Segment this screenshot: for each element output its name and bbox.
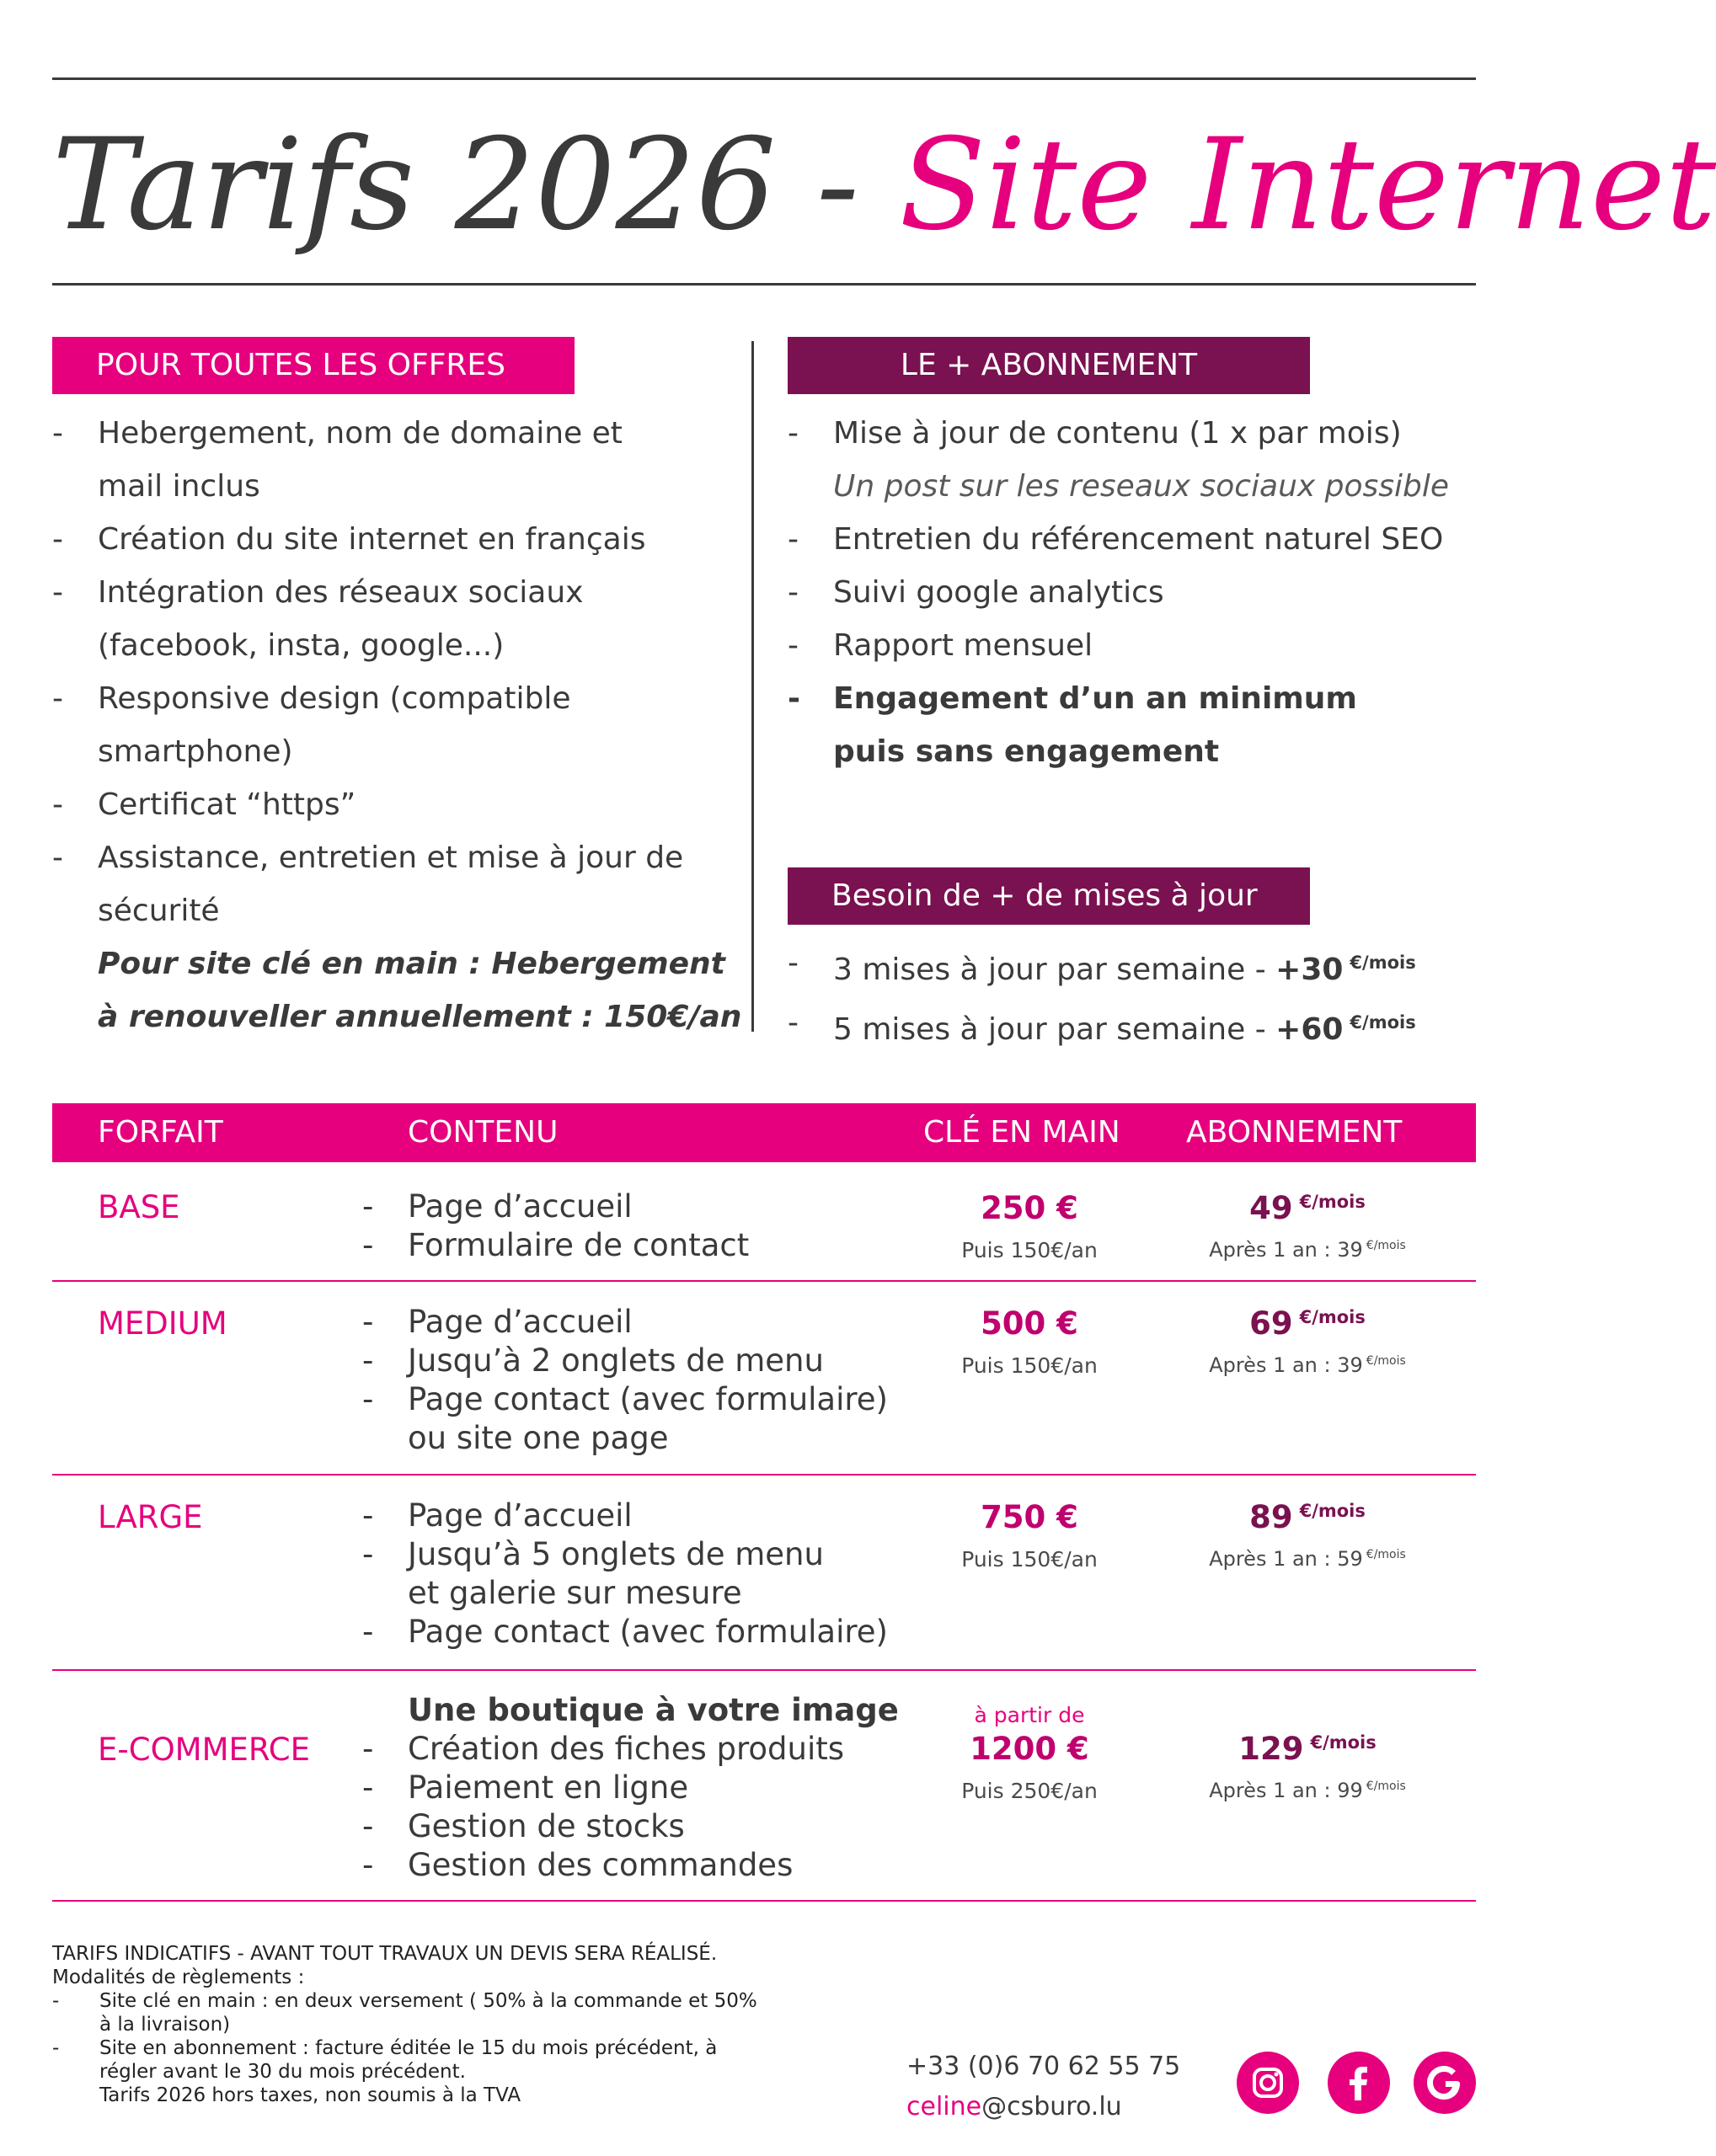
list-item: - Page contact (avec formulaire) (362, 1381, 888, 1417)
column-divider (751, 341, 754, 1032)
list-item: - Page contact (avec formulaire) (362, 1614, 888, 1650)
subscription-price: 129 $^{€/mois}$ (1238, 1731, 1377, 1767)
subscription-after-year: Après 1 an : 39 $^{€/mois}$ (1209, 1238, 1406, 1262)
all-offers-list (52, 407, 743, 1043)
row-divider (52, 1669, 1476, 1671)
list-item: - Jusqu’à 5 onglets de menu (362, 1536, 824, 1572)
turnkey-price: 1200 € (970, 1731, 1089, 1767)
turnkey-renewal: Puis 150€/an (961, 1353, 1098, 1378)
subscription-after-year: Après 1 an : 39 $^{€/mois}$ (1209, 1353, 1406, 1377)
list-item: - Intégration des réseaux sociaux (facebook, insta, google...) (52, 575, 584, 663)
list-item: - Page d’accueil (362, 1188, 633, 1225)
turnkey-price: 500 € (981, 1305, 1078, 1342)
all-offers-banner: POUR TOUTES LES OFFRES (52, 337, 575, 394)
subscription-banner: LE + ABONNEMENT (788, 337, 1310, 394)
col-header-turnkey: CLÉ EN MAIN (923, 1115, 1120, 1150)
subscription-price: 69 $^{€/mois}$ (1249, 1305, 1366, 1342)
list-item: - Responsive design (compatible smartphone) (52, 681, 571, 769)
plan-content (362, 1497, 888, 1652)
list-item: - Mise à jour de contenu (1 x par mois) Un post sur les reseaux sociaux possible (788, 416, 1450, 504)
list-item: - Site en abonnement : facture éditée le 15 du mois précédent, à régler avant le 30 du mois précédent. (52, 2037, 718, 2083)
plan-content (362, 1187, 749, 1265)
row-divider (52, 1474, 1476, 1476)
plan-name: BASE (98, 1189, 180, 1225)
subscription-price: 89 $^{€/mois}$ (1249, 1499, 1366, 1535)
list-item: - Gestion de stocks (362, 1808, 685, 1844)
list-item: - 3 mises à jour par semaine - +30 $^{€/mois}$ (788, 946, 1416, 987)
title-bottom-rule (52, 283, 1476, 286)
list-item: - Paiement en ligne (362, 1769, 689, 1806)
col-header-plan: FORFAIT (98, 1115, 223, 1150)
page-title: Tarifs 2026 - Site Internet (52, 112, 1716, 259)
price-from-label: à partir de (974, 1703, 1085, 1727)
turnkey-renewal: Puis 250€/an (961, 1779, 1098, 1803)
phone-number[interactable]: +33 (0)6 70 62 55 75 (906, 2052, 1181, 2081)
email-address[interactable]: celine@csburo.lu (906, 2092, 1122, 2121)
list-item: - Entretien du référencement naturel SEO (788, 522, 1444, 557)
turnkey-renewal: Puis 150€/an (961, 1238, 1098, 1262)
instagram-icon[interactable] (1237, 2052, 1299, 2114)
top-rule (52, 77, 1476, 80)
list-item: ou site one page (408, 1420, 669, 1456)
list-item: - Page d’accueil (362, 1304, 633, 1340)
ecommerce-headline: Une boutique à votre image (408, 1692, 899, 1728)
turnkey-price: 250 € (981, 1190, 1078, 1226)
col-header-subscription: ABONNEMENT (1186, 1115, 1403, 1150)
plan-name: E-COMMERCE (98, 1732, 310, 1768)
subscription-list (788, 407, 1487, 778)
more-updates-list (788, 937, 1487, 1056)
tax-note: Tarifs 2026 hors taxes, non soumis à la TVA (99, 2084, 521, 2106)
list-item: - Jusqu’à 2 onglets de menu (362, 1342, 824, 1379)
turnkey-hosting-note: Pour site clé en main : Hebergement à renouveller annuellement : 150€/an (98, 947, 742, 1034)
google-icon[interactable] (1414, 2052, 1476, 2114)
footer-terms: TARIFS INDICATIFS - AVANT TOUT TRAVAUX UN DEVIS SERA RÉALISÉ. Modalités de règlements : - Site clé en main : en deux versement ( 50% à la commande et 50% à la livraison) - Site en abonnement : facture éditée le 15 du mois précédent, à régler avant le 30 du mois précédent. Tarifs 2026 hors taxes, non soumis à la TVA (52, 1943, 757, 2106)
list-item: - Création du site internet en français (52, 522, 646, 557)
list-item: - Engagement d’un an minimum puis sans engagement (788, 681, 1357, 769)
plan-content (362, 1691, 899, 1885)
list-item: et galerie sur mesure (408, 1575, 742, 1611)
list-item: - 5 mises à jour par semaine - +60 $^{€/mois}$ (788, 1006, 1416, 1047)
list-item: - Site clé en main : en deux versement ( 50% à la commande et 50% à la livraison) (52, 1990, 757, 2036)
row-divider (52, 1280, 1476, 1282)
list-item: - Rapport mensuel (788, 628, 1093, 663)
turnkey-price: 750 € (981, 1499, 1078, 1535)
list-item: - Création des fiches produits (362, 1731, 845, 1767)
turnkey-renewal: Puis 150€/an (961, 1547, 1098, 1572)
list-item: - Gestion des commandes (362, 1847, 794, 1883)
list-item: - Formulaire de contact (362, 1227, 750, 1263)
subscription-after-year: Après 1 an : 59 $^{€/mois}$ (1209, 1547, 1406, 1571)
subscription-after-year: Après 1 an : 99 $^{€/mois}$ (1209, 1779, 1406, 1802)
list-item: - Certificat “https” (52, 787, 356, 822)
plan-name: MEDIUM (98, 1305, 227, 1342)
facebook-icon[interactable] (1328, 2052, 1390, 2114)
row-divider (52, 1900, 1476, 1902)
col-header-content: CONTENU (408, 1115, 559, 1150)
pricing-table-header (52, 1103, 1476, 1162)
list-item: - Hebergement, nom de domaine et mail inclus (52, 416, 623, 504)
list-item: - Suivi google analytics (788, 575, 1164, 610)
more-updates-banner: Besoin de + de mises à jour (788, 867, 1310, 925)
plan-content (362, 1303, 888, 1458)
subscription-price: 49 $^{€/mois}$ (1249, 1190, 1366, 1226)
list-item: - Page d’accueil (362, 1497, 633, 1534)
plan-name: LARGE (98, 1499, 203, 1535)
list-item: - Assistance, entretien et mise à jour de sécurité (52, 841, 684, 928)
